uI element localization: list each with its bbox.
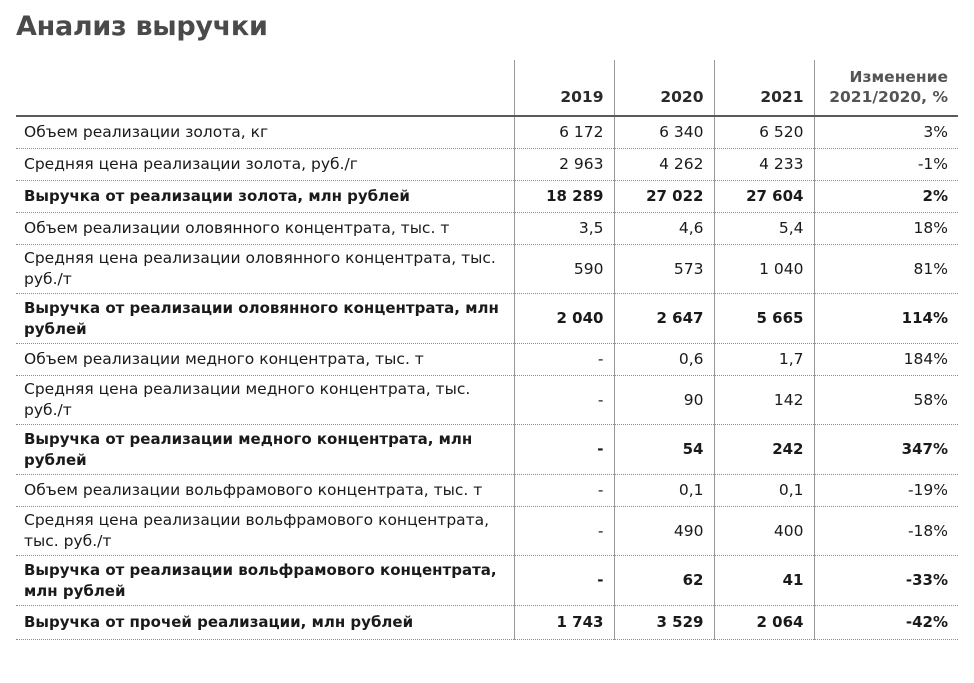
cell-2020: 0,6 xyxy=(614,344,714,376)
cell-2020: 2 647 xyxy=(614,294,714,344)
row-label: Средняя цена реализации вольфрамового концентрата, тыс. руб./т xyxy=(16,507,514,556)
cell-2019: - xyxy=(514,344,614,376)
table-row xyxy=(16,181,958,213)
table-row xyxy=(16,376,958,425)
cell-2020: 490 xyxy=(614,507,714,556)
table-row xyxy=(16,556,958,606)
cell-2019: 3,5 xyxy=(514,213,614,245)
cell-2019: 18 289 xyxy=(514,181,614,213)
table-row xyxy=(16,213,958,245)
row-label: Средняя цена реализации медного концентрата, тыс. руб./т xyxy=(16,376,514,425)
cell-change: -1% xyxy=(814,149,958,181)
cell-change: -19% xyxy=(814,475,958,507)
row-label: Выручка от прочей реализации, млн рублей xyxy=(16,606,514,640)
cell-2021: 2 064 xyxy=(714,606,814,640)
cell-2021: 5,4 xyxy=(714,213,814,245)
cell-change: 347% xyxy=(814,425,958,475)
cell-2021: 6 520 xyxy=(714,116,814,149)
page-title: Анализ выручки xyxy=(16,11,268,42)
cell-2019: 2 040 xyxy=(514,294,614,344)
cell-2020: 90 xyxy=(614,376,714,425)
table-row xyxy=(16,475,958,507)
cell-2020: 4 262 xyxy=(614,149,714,181)
row-label: Средняя цена реализации оловянного концентрата, тыс. руб./т xyxy=(16,245,514,294)
cell-2020: 4,6 xyxy=(614,213,714,245)
cell-2020: 3 529 xyxy=(614,606,714,640)
table-row xyxy=(16,425,958,475)
cell-change: 114% xyxy=(814,294,958,344)
cell-change: 18% xyxy=(814,213,958,245)
cell-2019: - xyxy=(514,475,614,507)
cell-change: 3% xyxy=(814,116,958,149)
cell-2020: 54 xyxy=(614,425,714,475)
cell-2019: - xyxy=(514,376,614,425)
table-header-row xyxy=(16,60,958,116)
revenue-table xyxy=(16,60,958,640)
cell-2021: 1 040 xyxy=(714,245,814,294)
header-year-2021: 2021 xyxy=(714,60,814,116)
table-row xyxy=(16,245,958,294)
row-label: Выручка от реализации золота, млн рублей xyxy=(16,181,514,213)
cell-change: 184% xyxy=(814,344,958,376)
cell-2020: 573 xyxy=(614,245,714,294)
cell-2019: - xyxy=(514,425,614,475)
cell-change: -18% xyxy=(814,507,958,556)
header-year-2020: 2020 xyxy=(614,60,714,116)
row-label: Выручка от реализации оловянного концентрата, млн рублей xyxy=(16,294,514,344)
cell-2021: 5 665 xyxy=(714,294,814,344)
cell-2019: - xyxy=(514,507,614,556)
cell-2019: 1 743 xyxy=(514,606,614,640)
cell-2021: 142 xyxy=(714,376,814,425)
header-change-line2: 2021/2020, % xyxy=(829,88,948,106)
row-label: Средняя цена реализации золота, руб./г xyxy=(16,149,514,181)
table-row xyxy=(16,294,958,344)
table-row xyxy=(16,149,958,181)
cell-2019: 590 xyxy=(514,245,614,294)
cell-change: 2% xyxy=(814,181,958,213)
row-label: Объем реализации оловянного концентрата, тыс. т xyxy=(16,213,514,245)
header-change-line1: Изменение xyxy=(849,68,948,86)
cell-2021: 1,7 xyxy=(714,344,814,376)
cell-change: -33% xyxy=(814,556,958,606)
cell-2019: 2 963 xyxy=(514,149,614,181)
table-row xyxy=(16,606,958,640)
cell-2021: 400 xyxy=(714,507,814,556)
table-row xyxy=(16,344,958,376)
table-row xyxy=(16,507,958,556)
row-label: Объем реализации золота, кг xyxy=(16,116,514,149)
cell-change: -42% xyxy=(814,606,958,640)
cell-2019: 6 172 xyxy=(514,116,614,149)
row-label: Объем реализации вольфрамового концентрата, тыс. т xyxy=(16,475,514,507)
header-change xyxy=(814,60,958,116)
header-label-cell xyxy=(16,60,514,116)
table-row xyxy=(16,116,958,149)
cell-2020: 27 022 xyxy=(614,181,714,213)
cell-change: 81% xyxy=(814,245,958,294)
cell-2020: 0,1 xyxy=(614,475,714,507)
cell-2020: 62 xyxy=(614,556,714,606)
cell-2019: - xyxy=(514,556,614,606)
cell-2021: 41 xyxy=(714,556,814,606)
cell-2021: 242 xyxy=(714,425,814,475)
cell-2020: 6 340 xyxy=(614,116,714,149)
cell-2021: 27 604 xyxy=(714,181,814,213)
cell-2021: 4 233 xyxy=(714,149,814,181)
cell-2021: 0,1 xyxy=(714,475,814,507)
row-label: Объем реализации медного концентрата, тыс. т xyxy=(16,344,514,376)
row-label: Выручка от реализации вольфрамового концентрата, млн рублей xyxy=(16,556,514,606)
header-year-2019: 2019 xyxy=(514,60,614,116)
cell-change: 58% xyxy=(814,376,958,425)
row-label: Выручка от реализации медного концентрата, млн рублей xyxy=(16,425,514,475)
